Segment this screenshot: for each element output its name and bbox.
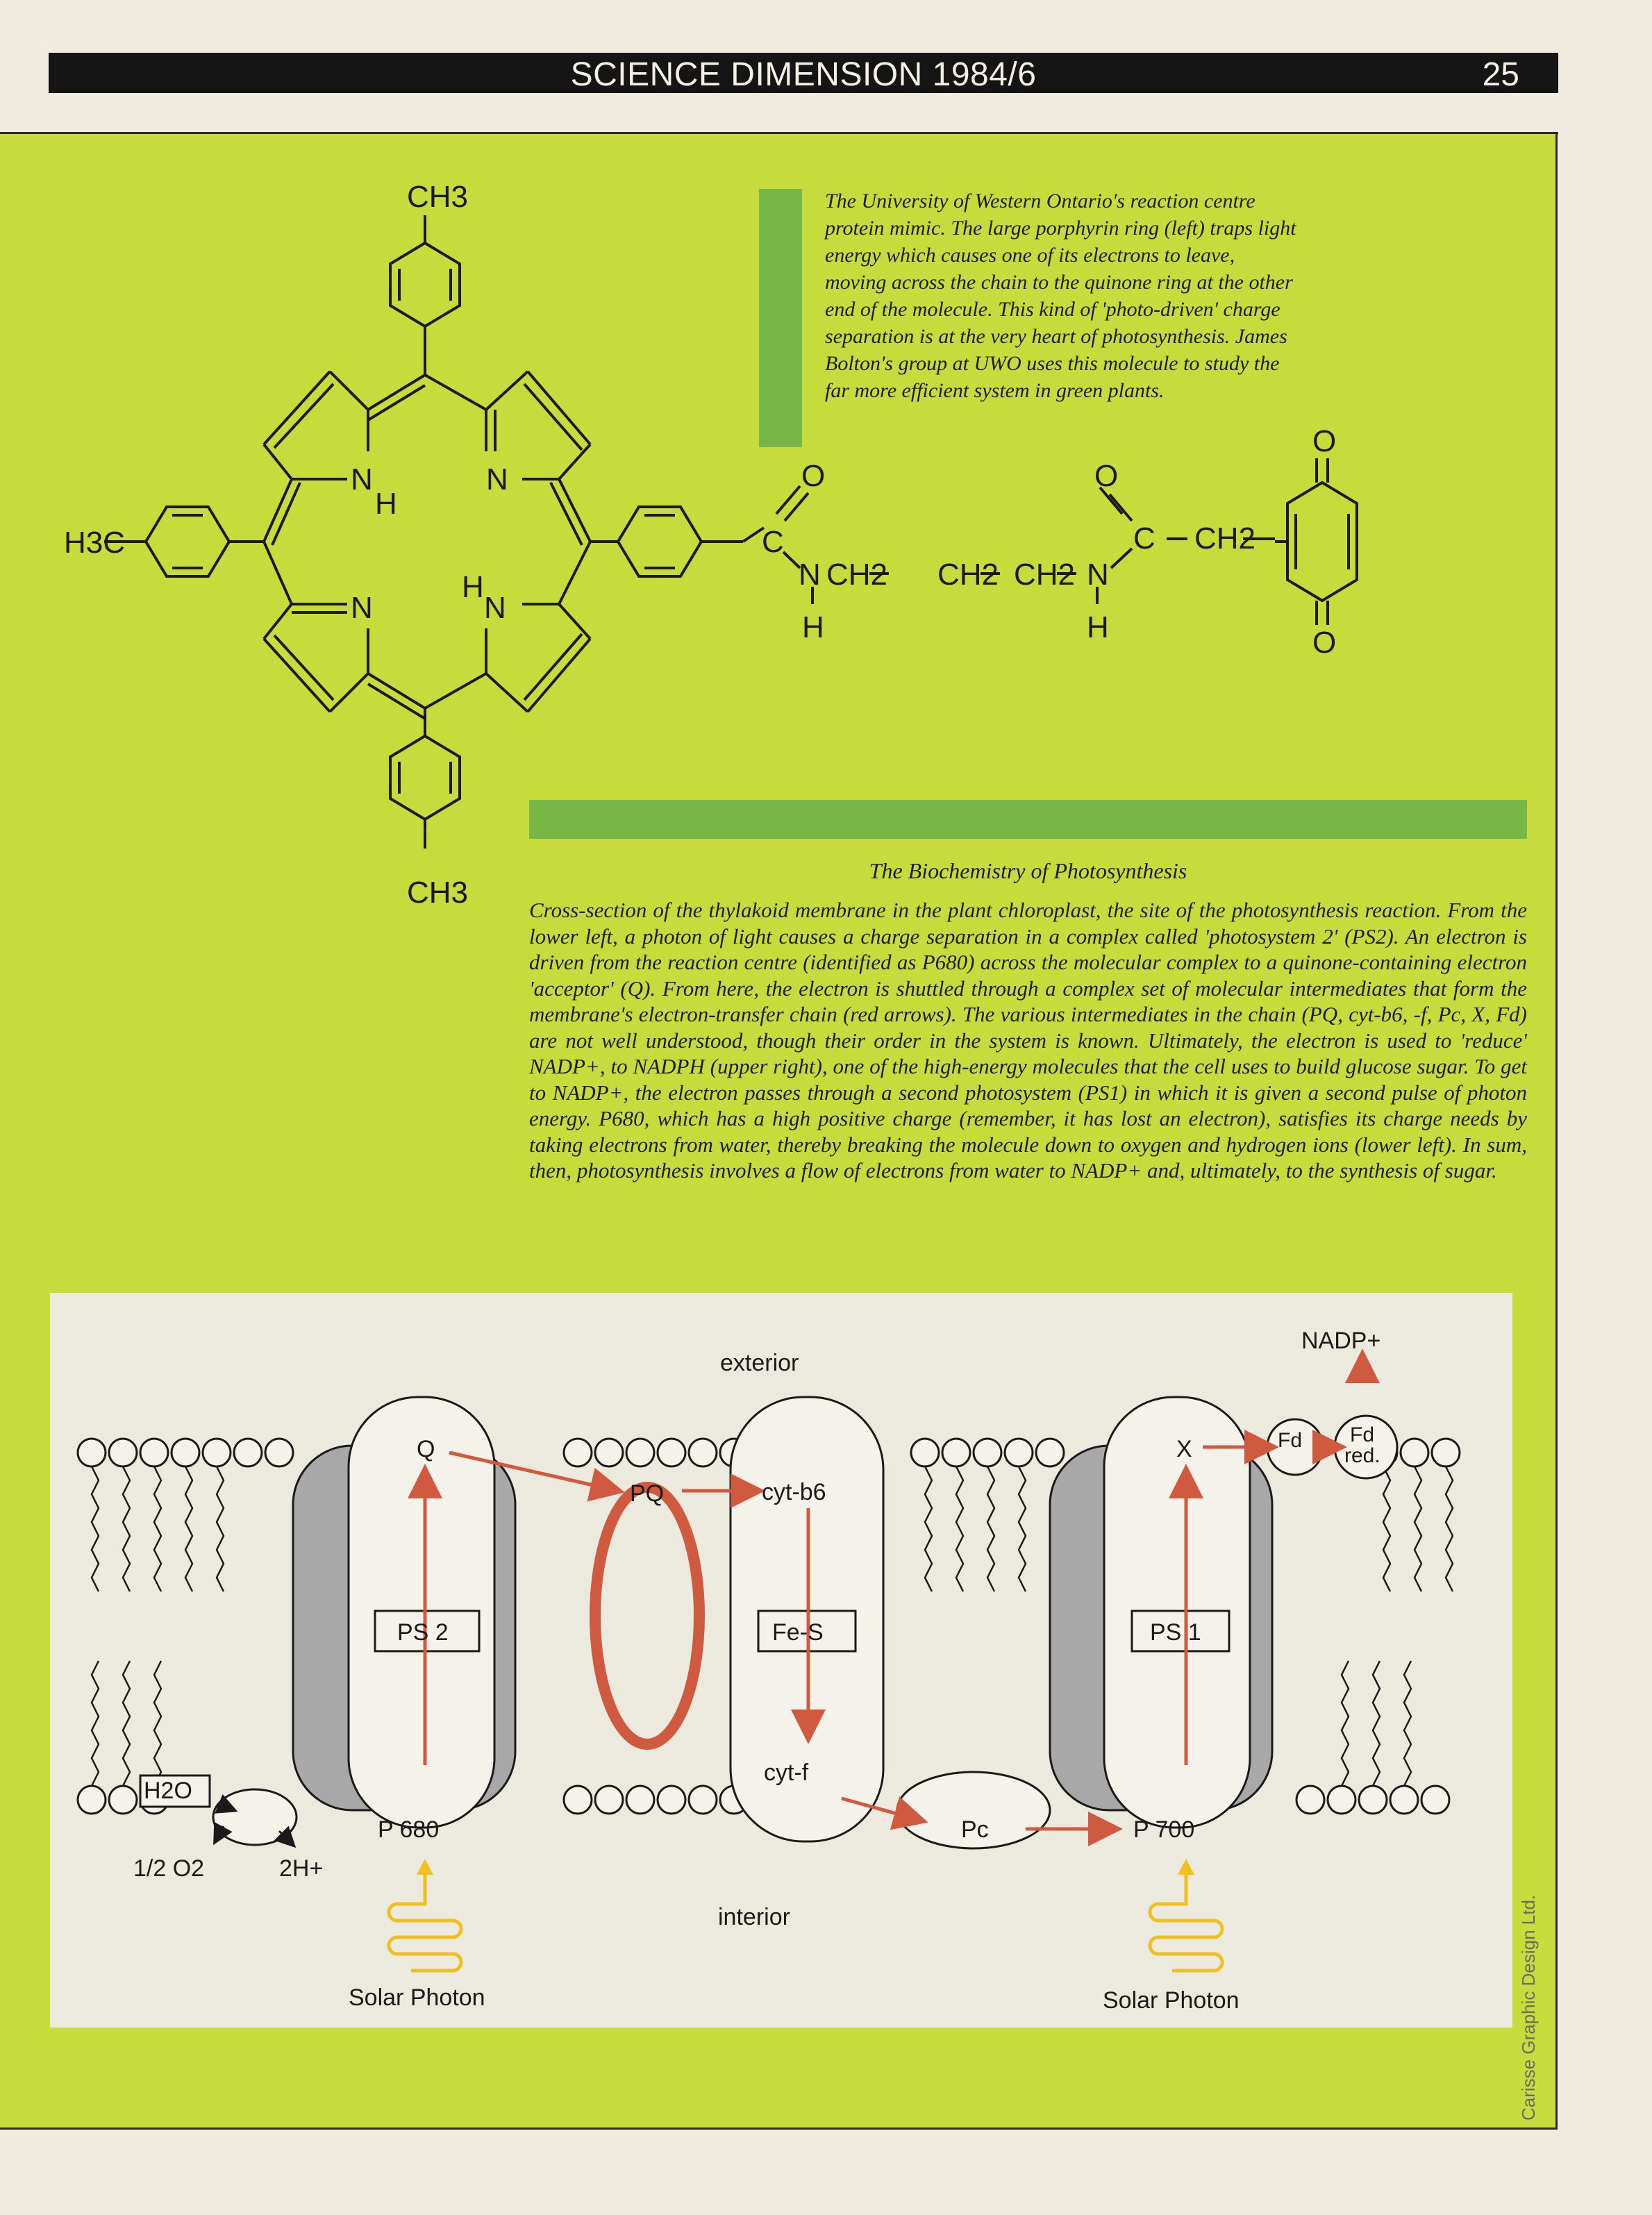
label-fd: Fd xyxy=(1278,1429,1303,1452)
label-nadp: NADP+ xyxy=(1301,1328,1381,1354)
quinone-oxygen-bottom: O xyxy=(1312,626,1337,660)
page-number: 25 xyxy=(1482,56,1519,93)
n-label-4: N xyxy=(484,591,506,625)
caption-accent-bar xyxy=(759,189,802,447)
journal-title: SCIENCE DIMENSION 1984/6 xyxy=(570,56,1037,93)
oxygen-label-2: O xyxy=(1094,459,1119,493)
photon-wave-right xyxy=(1150,1871,1222,1971)
label-fe-s: Fe-S xyxy=(772,1619,824,1646)
h-label-2: H xyxy=(462,570,484,604)
article-body: Cross-section of the thylakoid membrane in the plant chloroplast, the site of the photosynthesis reaction. From the lower left, a photon of light causes a charge separation in a complex called 'photosystem 2' (PS2). An electron is driven from the reaction centre (identified as P680) across the molecular complex to a quinone-containing electron 'acceptor' (Q). From here, the electron is shuttled through a complex set of molecular intermediates that form the membrane's electron-transfer chain (red arrows). The various intermediates in the chain (PQ, cyt-b6, -f, Pc, X, Fd) are not well understood, though their order in the system is known. Ultimately, the electron is used to 'reduce' NADP+, to NADPH (upper right), one of the high-energy molecules that the cell uses to build glucose sugar. To get to NADP+, the electron passes through a second photosystem (PS1) in which it is given a second pulse of photon energy. P680, which has a high positive charge (remember, it has lost an electron), satisfies its charge needs by taking electrons from water, thereby breaking the molecule down to oxygen and hydrogen ions (lower left). In sum, then, photosynthesis involves a flow of electrons from water to NADP+ and, ultimately, to the synthesis of sugar. xyxy=(529,898,1527,1182)
label-p700: P 700 xyxy=(1133,1816,1195,1843)
label-solar-photon-left: Solar Photon xyxy=(349,1984,485,2011)
label-x: X xyxy=(1176,1436,1192,1462)
n-label-3: N xyxy=(351,591,373,625)
photon-wave-left xyxy=(389,1871,461,1971)
article-title: The Biochemistry of Photosynthesis xyxy=(869,858,1187,883)
carbon-label-2: C xyxy=(1133,521,1155,555)
chain-h-right: H xyxy=(1087,610,1109,644)
thylakoid-membrane-diagram xyxy=(50,1293,1512,2028)
label-h2o: H2O xyxy=(144,1778,192,1804)
header-bar xyxy=(49,53,1558,93)
chain-ch2-3: CH2 xyxy=(1014,558,1076,592)
methyl-label-bottom: CH3 xyxy=(407,876,469,910)
methyl-label-left: H3C xyxy=(64,526,126,560)
carbon-label-1: C xyxy=(762,525,784,559)
methyl-label-top: CH3 xyxy=(407,180,469,214)
n-label-1: N xyxy=(351,462,373,496)
quinone-oxygen-top: O xyxy=(1312,424,1337,458)
chain-h-left: H xyxy=(802,610,824,644)
label-pc: Pc xyxy=(961,1816,989,1843)
label-ps2: PS 2 xyxy=(397,1619,449,1646)
panel-rule xyxy=(0,132,1558,134)
chain-ch2-4: CH2 xyxy=(1194,521,1256,555)
label-interior: interior xyxy=(718,1904,790,1930)
label-ps1: PS 1 xyxy=(1150,1619,1201,1646)
label-q: Q xyxy=(417,1436,435,1462)
article-accent-bar xyxy=(529,800,1527,839)
label-cyt-f: cyt-f xyxy=(764,1760,809,1786)
label-cyt-b6: cyt-b6 xyxy=(762,1479,826,1505)
label-half-o2: 1/2 O2 xyxy=(133,1855,205,1882)
n-label-2: N xyxy=(486,462,508,496)
label-exterior: exterior xyxy=(720,1350,799,1376)
label-2h: 2H+ xyxy=(279,1855,324,1882)
chain-n-right: N xyxy=(1087,558,1109,592)
h-label-1: H xyxy=(375,487,397,521)
label-fd-red-2: red. xyxy=(1344,1444,1380,1467)
pq-cycle-arrow xyxy=(595,1487,699,1744)
chain-ch2-2: CH2 xyxy=(937,558,999,592)
label-pq: PQ xyxy=(630,1480,665,1507)
molecule-caption: The University of Western Ontario's reaction centre protein mimic. The large porphyrin ring (left) traps light energy which causes one of its electrons to leave, moving across the chain to the quinone ring at the other end of the molecule. This kind of 'photo-driven' charge separation is at the very heart of photosynthesis. James Bolton's group at UWO uses this molecule to study the far more efficient system in green plants. xyxy=(825,190,1296,402)
label-fd-red-1: Fd xyxy=(1350,1423,1375,1446)
oxygen-label-1: O xyxy=(801,459,826,493)
label-solar-photon-right: Solar Photon xyxy=(1103,1987,1240,2014)
chain-n-left: N xyxy=(799,558,821,592)
label-p680: P 680 xyxy=(378,1816,440,1843)
chain-ch2-1: CH2 xyxy=(826,558,888,592)
illustration-credit: Carisse Graphic Design Ltd. xyxy=(1518,1894,1539,2121)
